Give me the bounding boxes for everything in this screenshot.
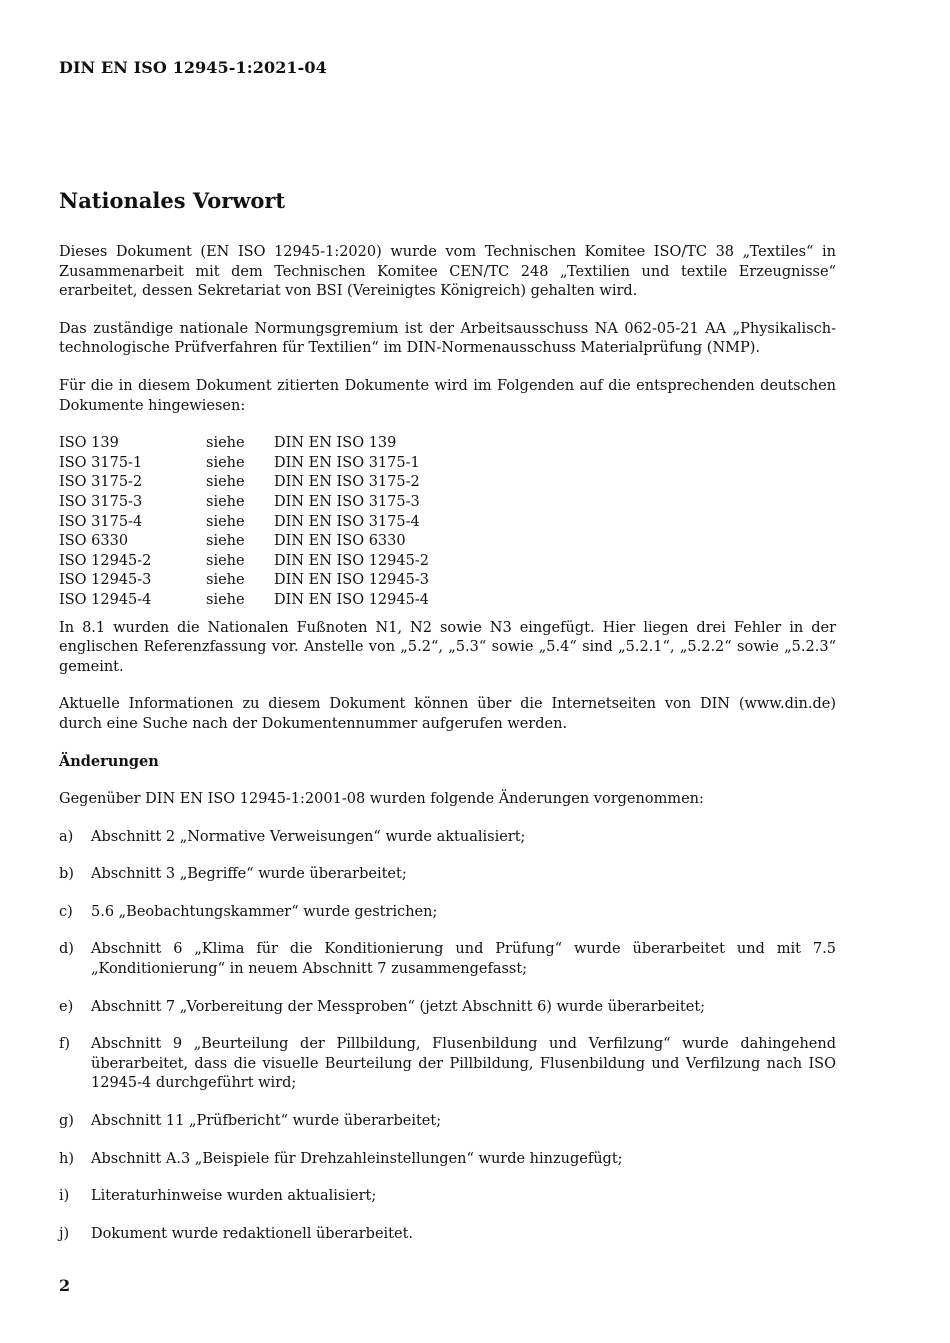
list-text: 5.6 „Beobachtungskammer“ wurde gestrichen; [91,903,438,920]
din-reference: DIN EN ISO 3175-2 [274,474,420,491]
list-marker: c) [59,903,73,920]
section-title: Nationales Vorwort [59,188,286,213]
list-item [59,940,836,979]
table-row [59,513,429,533]
list-marker: j) [59,1225,70,1242]
table-row [59,552,429,572]
din-reference: DIN EN ISO 3175-1 [274,454,420,471]
iso-reference: ISO 6330 [59,533,129,550]
iso-reference: ISO 139 [59,435,119,452]
see-label: siehe [206,513,245,530]
list-item [59,1112,836,1132]
iso-reference: ISO 3175-4 [59,513,143,530]
table-row [59,493,429,513]
see-label: siehe [206,572,245,589]
main-content [59,186,836,1262]
list-text: Abschnitt 9 „Beurteilung der Pillbildung, Flusenbildung und Verfilzung“ wurde dahingehend überarbeitet, dass die visuelle Beurteilung der Pillbildung, Flusenbildung und Verfilzung nach ISO 12945-4 durchgeführt wird; [91,1036,836,1092]
table-row [59,532,429,552]
iso-reference: ISO 3175-2 [59,474,143,491]
see-label: siehe [206,533,245,550]
reference-table [59,434,429,610]
see-label: siehe [206,552,245,569]
paragraph-footnotes: In 8.1 wurden die Nationalen Fußnoten N1, N2 sowie N3 eingefügt. Hier liegen drei Fehler in der englischen Referenzfassung vor. Anstelle von „5.2“, „5.3“ sowie „5.4“ sind „5.2.1“, „5.2.2“ sowie „5.2.3“ gemeint. [59,619,836,675]
paragraph-references-intro: Für die in diesem Dokument zitierten Dokumente wird im Folgenden auf die entsprechenden deutschen Dokumente hingewiesen: [59,377,836,414]
paragraph-intro: Dieses Dokument (EN ISO 12945-1:2020) wurde vom Technischen Komitee ISO/TC 38 „Textiles“ in Zusammenarbeit mit dem Technischen Komitee CEN/TC 248 „Textilien und textile Erzeugnisse“ erarbeitet, dessen Sekretariat von BSI (Vereinigtes Königreich) gehalten wird. [59,244,836,300]
changes-list [59,828,836,1245]
page-number: 2 [59,1276,71,1295]
list-marker: h) [59,1150,74,1167]
table-row [59,591,429,611]
list-marker: a) [59,828,74,845]
din-reference: DIN EN ISO 3175-3 [274,493,420,510]
see-label: siehe [206,454,245,471]
iso-reference: ISO 12945-2 [59,552,152,569]
list-item [59,998,836,1018]
iso-reference: ISO 12945-4 [59,591,152,608]
paragraph-current-info: Aktuelle Informationen zu diesem Dokument können über die Internetseiten von DIN (www.din.de) durch eine Suche nach der Dokumentennummer aufgerufen werden. [59,696,836,732]
list-text: Literaturhinweise wurden aktualisiert; [91,1188,377,1205]
din-reference: DIN EN ISO 12945-2 [274,552,429,569]
iso-reference: ISO 3175-1 [59,454,143,471]
list-marker: d) [59,941,74,958]
see-label: siehe [206,435,245,452]
list-text: Abschnitt 11 „Prüfbericht“ wurde überarbeitet; [91,1113,442,1129]
document-id-header: DIN EN ISO 12945-1:2021-04 [59,58,327,77]
list-marker: f) [59,1036,71,1053]
din-reference: DIN EN ISO 6330 [274,533,406,550]
iso-reference: ISO 3175-3 [59,493,143,510]
changes-intro: Gegenüber DIN EN ISO 12945-1:2001-08 wurden folgende Änderungen vorgenommen: [59,791,704,808]
table-row [59,473,429,493]
see-label: siehe [206,591,245,608]
see-label: siehe [206,493,245,510]
list-marker: g) [59,1113,74,1129]
din-reference: DIN EN ISO 12945-3 [274,572,429,589]
table-row [59,434,429,454]
list-text: Abschnitt 6 „Klima für die Konditionierung und Prüfung“ wurde überarbeitet und mit 7.5 „Konditionierung“ in neuem Abschnitt 7 zusammengefasst; [91,941,836,978]
paragraph-committee: Das zuständige nationale Normungsgremium ist der Arbeitsausschuss NA 062-05-21 AA „Physikalisch-technologische Prüfverfahren für Textilien“ im DIN-Normenausschuss Materialprüfung (NMP). [59,320,836,357]
din-reference: DIN EN ISO 12945-4 [274,591,429,608]
list-text: Dokument wurde redaktionell überarbeitet. [91,1225,414,1242]
table-row [59,571,429,591]
list-item [59,865,836,885]
list-marker: i) [59,1188,70,1205]
list-text: Abschnitt 7 „Vorbereitung der Messproben“ (jetzt Abschnitt 6) wurde überarbeitet; [91,998,706,1015]
list-item [59,1225,836,1245]
list-item [59,1150,836,1170]
list-item [59,903,836,923]
list-marker: b) [59,866,74,883]
list-item [59,1187,836,1207]
din-reference: DIN EN ISO 3175-4 [274,513,420,530]
list-text: Abschnitt 3 „Begriffe“ wurde überarbeitet; [91,866,407,883]
table-row [59,454,429,474]
list-item [59,828,836,848]
list-item [59,1035,836,1094]
din-reference: DIN EN ISO 139 [274,435,397,452]
see-label: siehe [206,474,245,491]
list-text: Abschnitt 2 „Normative Verweisungen“ wurde aktualisiert; [91,828,526,845]
iso-reference: ISO 12945-3 [59,572,152,589]
changes-title: Änderungen [59,753,159,771]
list-text: Abschnitt A.3 „Beispiele für Drehzahleinstellungen“ wurde hinzugefügt; [91,1150,623,1167]
list-marker: e) [59,998,74,1015]
